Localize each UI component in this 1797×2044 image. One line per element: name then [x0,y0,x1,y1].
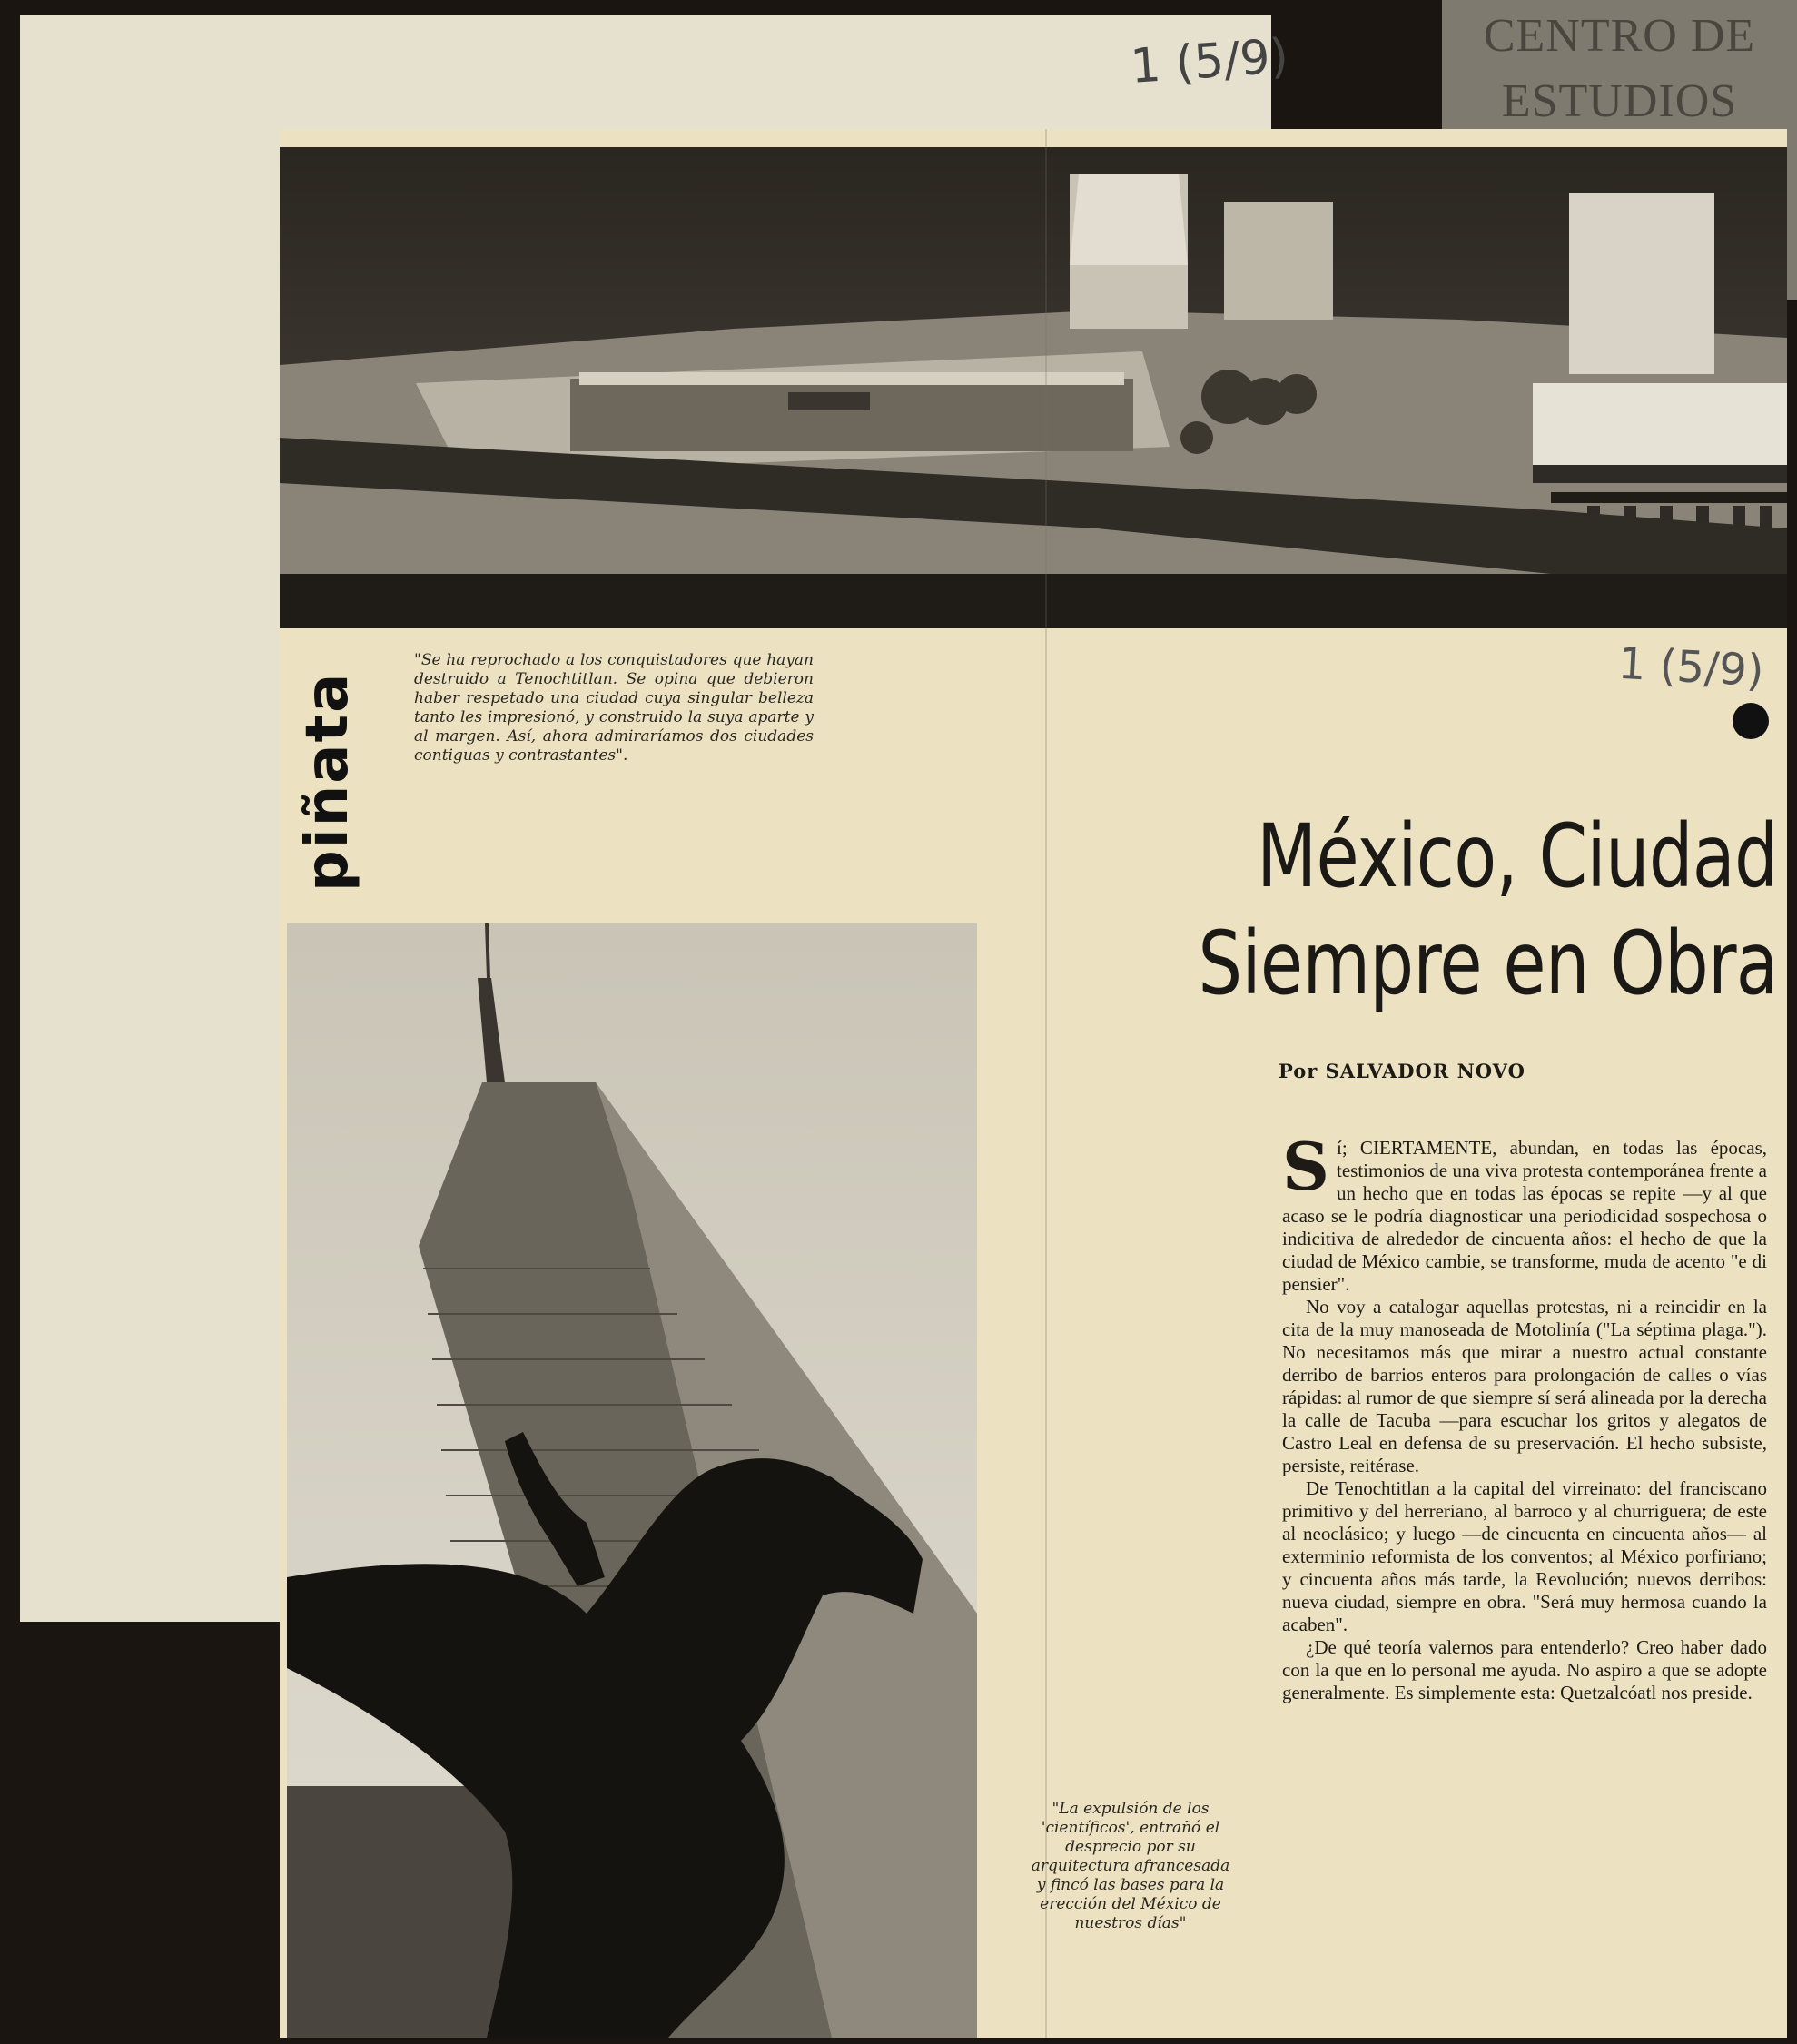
bottom-photo-caption: "La expulsión de los 'científicos', entrañó el desprecio por su arquitectura afrancesada y fincó las bases para la erección del México de nuestros días" [1031,1800,1230,1932]
tower-pegasus-photo [287,923,977,2038]
archive-stamp-line: CENTRO DE [1483,10,1756,62]
article-paragraph: No voy a catalogar aquellas protestas, ni a reincidir en la cita de la muy manoseada de Motolinía ("La séptima plaga."). No necesitamos más que mirar a nuestro actual constante derribo de barrios enteros para prolongación de calles o vías rápidas: al rumor de que siempre sí será alineada por la derecha la calle de Tacuba —para escuchar los gritos y alegatos de Castro Leal en defensa de su preservación. El hecho subsiste, persiste, reitérase. [1282,1296,1767,1476]
back-sheet-annotation: 1 (5/9) [1129,29,1290,94]
tenochtitlan-model-photo [280,147,1787,628]
section-label: piñata [294,671,361,892]
newspaper-clipping [280,129,1787,2038]
article-body [1282,1128,1767,1704]
byline: Por SALVADOR NOVO [1279,1060,1525,1082]
drop-cap: S [1282,1128,1329,1205]
title-line-2: Siempre en Obra [1198,913,1778,1014]
page-title [1015,803,1778,1017]
fold-line [1045,129,1047,2038]
title-line-1: México, Ciudad [1257,805,1778,907]
clipping-annotation: 1 (5/9) [1616,637,1765,697]
archive-stamp-line: ESTUDIOS [1501,75,1738,127]
article-paragraph: ¿De qué teoría valernos para entenderlo? Creo haber dado con la que en lo personal me ayuda. No aspiro a que se adopte generalmente. Es simplemente esta: Quetzalcóatl nos preside. [1282,1636,1767,1703]
paragraph-text: í; CIERTAMENTE, abundan, en todas las épocas, testimonios de una viva protesta contemporánea frente a un hecho que en todas las épocas se repite —y al que acaso se le podría diagnosticar una periodicidad sospechosa o indicitiva de alrededor de cincuenta años: el hecho de que la ciudad de México cambie, se transforme, muda de acento "e di pensier". [1282,1137,1767,1295]
article-paragraph [1282,1128,1767,1296]
top-photo-caption: "Se ha reprochado a los conquistadores que hayan destruido a Tenochtitlan. Se opina que debieron haber respetado una ciudad cuya singular belleza tanto les impresionó, y construido la suya aparte y al margen. Así, ahora admiraríamos dos ciudades contiguas y contrastantes". [414,651,814,765]
article-paragraph: De Tenochtitlan a la capital del virreinato: del franciscano primitivo y del herreriano, al barroco y al churriguera; de este al neoclásico; y luego —de cincuenta en cincuenta años— al exterminio reformista de los conventos; al México porfiriano; y cincuenta años más tarde, la Revolución; nuevos derribos: nueva ciudad, siempre en obra. "Será muy hermosa cuando la acaben". [1282,1477,1767,1635]
ink-dot [1733,703,1769,739]
